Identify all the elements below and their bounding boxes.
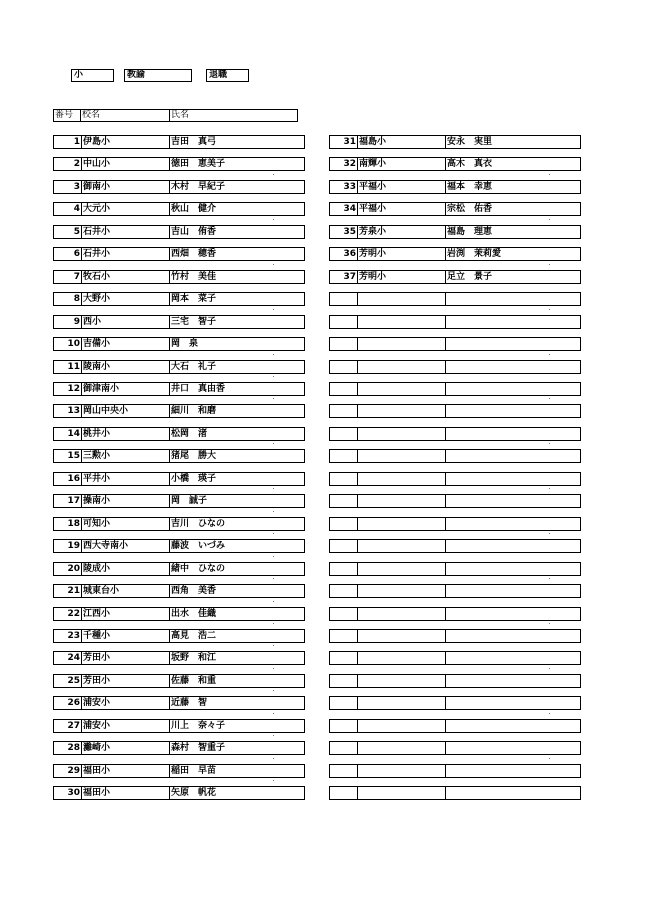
tick-mark (273, 713, 274, 714)
row-name (445, 607, 581, 621)
row-school (357, 719, 445, 733)
row-school (357, 764, 445, 778)
table-row (53, 741, 305, 755)
row-school: 御津南小 (81, 382, 169, 396)
table-row (329, 360, 581, 374)
row-number: 17 (53, 494, 81, 508)
row-school (357, 494, 445, 508)
row-number: 34 (329, 202, 357, 216)
row-name: 大石 礼子 (169, 360, 305, 374)
table-row (53, 292, 305, 306)
row-name: 福本 幸恵 (445, 180, 581, 194)
row-name (445, 764, 581, 778)
tick-mark (273, 398, 274, 399)
tick-mark (549, 309, 550, 310)
row-number: 10 (53, 337, 81, 351)
table-row (329, 696, 581, 710)
row-name: 高見 浩二 (169, 629, 305, 643)
row-number: 29 (53, 764, 81, 778)
row-school: 城東台小 (81, 584, 169, 598)
row-school: 福島小 (357, 135, 445, 149)
row-number (329, 719, 357, 733)
row-name: 安永 実里 (445, 135, 581, 149)
table-row (53, 696, 305, 710)
table-row (329, 494, 581, 508)
row-name: 岡 誠子 (169, 494, 305, 508)
table-row (53, 539, 305, 553)
row-name (445, 539, 581, 553)
tick-mark (273, 645, 274, 646)
row-school (357, 292, 445, 306)
row-school (357, 315, 445, 329)
tick-mark (549, 578, 550, 579)
row-number: 13 (53, 404, 81, 418)
row-number: 18 (53, 517, 81, 531)
row-number: 2 (53, 157, 81, 171)
row-name: 木村 早紀子 (169, 180, 305, 194)
row-school: 牧石小 (81, 270, 169, 284)
row-name (445, 674, 581, 688)
row-number (329, 696, 357, 710)
row-number (329, 741, 357, 755)
row-number: 5 (53, 225, 81, 239)
table-row (329, 135, 581, 149)
row-name: 小橋 瑛子 (169, 472, 305, 486)
table-row (329, 764, 581, 778)
table-row (53, 629, 305, 643)
table-row (329, 337, 581, 351)
table-row (329, 270, 581, 284)
row-name: 藤波 いづみ (169, 539, 305, 553)
header-number: 番号 (53, 109, 81, 122)
row-name (445, 427, 581, 441)
tick-mark (549, 488, 550, 489)
tick-mark (549, 623, 550, 624)
row-school: 西大寺南小 (81, 539, 169, 553)
table-row (53, 135, 305, 149)
tick-mark (273, 601, 274, 602)
row-number: 31 (329, 135, 357, 149)
row-school: 灘崎小 (81, 741, 169, 755)
row-number: 8 (53, 292, 81, 306)
row-school: 操南小 (81, 494, 169, 508)
tick-mark (273, 780, 274, 781)
row-number: 27 (53, 719, 81, 733)
table-row (329, 292, 581, 306)
row-school: 三勲小 (81, 449, 169, 463)
row-school: 桃井小 (81, 427, 169, 441)
row-school: 平福小 (357, 202, 445, 216)
row-number (329, 292, 357, 306)
row-name (445, 382, 581, 396)
row-name (445, 449, 581, 463)
tick-mark (549, 219, 550, 220)
tick-mark (273, 623, 274, 624)
row-name: 猪尾 勝大 (169, 449, 305, 463)
row-number (329, 786, 357, 800)
row-school: 大野小 (81, 292, 169, 306)
tick-mark (273, 690, 274, 691)
row-name: 出水 佳織 (169, 607, 305, 621)
tick-mark (273, 556, 274, 557)
row-school: 浦安小 (81, 696, 169, 710)
row-school: 中山小 (81, 157, 169, 171)
row-number: 36 (329, 247, 357, 261)
tick-mark (549, 264, 550, 265)
row-school: 福田小 (81, 764, 169, 778)
tick-mark (273, 758, 274, 759)
row-number: 6 (53, 247, 81, 261)
row-name (445, 786, 581, 800)
row-number: 12 (53, 382, 81, 396)
row-number: 21 (53, 584, 81, 598)
tick-mark (273, 533, 274, 534)
row-name: 足立 景子 (445, 270, 581, 284)
row-school (357, 629, 445, 643)
row-school: 陵南小 (81, 360, 169, 374)
table-row (53, 719, 305, 733)
row-name (445, 404, 581, 418)
row-number (329, 651, 357, 665)
row-school (357, 472, 445, 486)
table-row (53, 607, 305, 621)
tick-mark (549, 443, 550, 444)
row-number (329, 607, 357, 621)
row-school (357, 449, 445, 463)
row-number: 16 (53, 472, 81, 486)
row-school: 岡山中央小 (81, 404, 169, 418)
table-row (329, 449, 581, 463)
row-number (329, 404, 357, 418)
tick-mark (273, 488, 274, 489)
row-school: 芳明小 (357, 247, 445, 261)
table-row (53, 651, 305, 665)
row-school: 江西小 (81, 607, 169, 621)
table-row (329, 562, 581, 576)
tick-mark (273, 264, 274, 265)
row-name (445, 719, 581, 733)
tick-mark (273, 443, 274, 444)
row-name: 竹村 美佳 (169, 270, 305, 284)
row-school: 伊島小 (81, 135, 169, 149)
table-row (329, 629, 581, 643)
table-row (329, 539, 581, 553)
row-number (329, 539, 357, 553)
table-row (53, 202, 305, 216)
row-number: 33 (329, 180, 357, 194)
row-name: 西畑 穂香 (169, 247, 305, 261)
tick-mark (273, 511, 274, 512)
row-number (329, 764, 357, 778)
row-school (357, 584, 445, 598)
row-name (445, 629, 581, 643)
tick-mark (549, 174, 550, 175)
row-name: 吉田 真弓 (169, 135, 305, 149)
row-number: 19 (53, 539, 81, 553)
table-row (329, 472, 581, 486)
row-name (445, 494, 581, 508)
row-school: 南輝小 (357, 157, 445, 171)
row-school (357, 360, 445, 374)
table-row (53, 157, 305, 171)
row-school: 西小 (81, 315, 169, 329)
row-number (329, 337, 357, 351)
table-row (329, 651, 581, 665)
row-school (357, 651, 445, 665)
tick-mark (549, 758, 550, 759)
row-number: 35 (329, 225, 357, 239)
row-number (329, 674, 357, 688)
row-number: 14 (53, 427, 81, 441)
table-row (329, 382, 581, 396)
row-school (357, 517, 445, 531)
row-school (357, 741, 445, 755)
row-number: 32 (329, 157, 357, 171)
row-number: 4 (53, 202, 81, 216)
row-name (445, 517, 581, 531)
table-row (329, 741, 581, 755)
tick-mark (549, 354, 550, 355)
row-number: 25 (53, 674, 81, 688)
row-name (445, 360, 581, 374)
table-row (53, 337, 305, 351)
row-name: 吉山 侑香 (169, 225, 305, 239)
tick-mark (273, 376, 274, 377)
row-school: 芳田小 (81, 674, 169, 688)
row-school (357, 337, 445, 351)
table-row (53, 360, 305, 374)
table-row (53, 562, 305, 576)
row-name (445, 584, 581, 598)
row-school (357, 382, 445, 396)
row-school: 吉備小 (81, 337, 169, 351)
row-school: 御南小 (81, 180, 169, 194)
table-row (53, 674, 305, 688)
row-name: 福島 理恵 (445, 225, 581, 239)
row-number: 7 (53, 270, 81, 284)
position-box: 教諭 (124, 69, 192, 82)
table-row (53, 517, 305, 531)
row-school: 福田小 (81, 786, 169, 800)
row-name: 松岡 渚 (169, 427, 305, 441)
category-box: 小 (71, 69, 114, 82)
row-name: 緒中 ひなの (169, 562, 305, 576)
table-row (329, 584, 581, 598)
table-row (329, 202, 581, 216)
table-row (329, 427, 581, 441)
table-row (329, 404, 581, 418)
row-number: 30 (53, 786, 81, 800)
table-row (53, 404, 305, 418)
row-school (357, 427, 445, 441)
table-row (53, 449, 305, 463)
row-number: 23 (53, 629, 81, 643)
tick-mark (549, 533, 550, 534)
row-number (329, 562, 357, 576)
row-name: 岡 泉 (169, 337, 305, 351)
table-row (53, 180, 305, 194)
row-name: 坂野 和江 (169, 651, 305, 665)
header-name: 氏名 (169, 109, 298, 122)
row-school (357, 404, 445, 418)
table-row (53, 427, 305, 441)
table-row (53, 494, 305, 508)
row-number (329, 494, 357, 508)
row-name (445, 315, 581, 329)
tick-mark (273, 354, 274, 355)
table-row (329, 225, 581, 239)
header-school: 校名 (80, 109, 170, 122)
row-number: 24 (53, 651, 81, 665)
row-name: 森村 智重子 (169, 741, 305, 755)
table-row (329, 517, 581, 531)
row-school: 石井小 (81, 225, 169, 239)
row-name: 吉川 ひなの (169, 517, 305, 531)
row-name: 川上 奈々子 (169, 719, 305, 733)
table-row (329, 674, 581, 688)
row-school (357, 786, 445, 800)
tick-mark (273, 309, 274, 310)
row-number: 3 (53, 180, 81, 194)
table-row (329, 247, 581, 261)
table-row (53, 472, 305, 486)
tick-mark (549, 713, 550, 714)
tick-mark (273, 578, 274, 579)
tick-mark (273, 174, 274, 175)
row-number (329, 517, 357, 531)
status-box: 退職 (206, 69, 249, 82)
row-school: 大元小 (81, 202, 169, 216)
table-row (329, 157, 581, 171)
table-row (53, 786, 305, 800)
row-school (357, 539, 445, 553)
row-number: 37 (329, 270, 357, 284)
row-school: 芳明小 (357, 270, 445, 284)
table-row (53, 584, 305, 598)
table-row (53, 247, 305, 261)
row-name (445, 651, 581, 665)
row-name: 徳田 恵美子 (169, 157, 305, 171)
row-school (357, 562, 445, 576)
row-number: 9 (53, 315, 81, 329)
table-row (329, 180, 581, 194)
row-number (329, 629, 357, 643)
row-school: 平井小 (81, 472, 169, 486)
row-school: 陵成小 (81, 562, 169, 576)
row-name (445, 337, 581, 351)
table-row (329, 719, 581, 733)
row-name: 西角 美香 (169, 584, 305, 598)
row-name (445, 696, 581, 710)
row-name (445, 472, 581, 486)
row-name: 三宅 智子 (169, 315, 305, 329)
row-name: 矢原 帆花 (169, 786, 305, 800)
row-number: 28 (53, 741, 81, 755)
table-row (53, 270, 305, 284)
row-school (357, 607, 445, 621)
row-number: 22 (53, 607, 81, 621)
table-row (53, 382, 305, 396)
row-name: 近藤 智 (169, 696, 305, 710)
row-name (445, 741, 581, 755)
row-school (357, 674, 445, 688)
table-row (329, 315, 581, 329)
row-school: 千種小 (81, 629, 169, 643)
row-name: 細川 和磨 (169, 404, 305, 418)
row-name (445, 562, 581, 576)
table-row (53, 315, 305, 329)
row-school: 平福小 (357, 180, 445, 194)
row-number (329, 360, 357, 374)
row-name: 岡本 菜子 (169, 292, 305, 306)
row-number: 11 (53, 360, 81, 374)
row-number: 20 (53, 562, 81, 576)
tick-mark (549, 398, 550, 399)
row-school: 芳田小 (81, 651, 169, 665)
row-name: 宗松 佑香 (445, 202, 581, 216)
table-row (53, 764, 305, 778)
row-name: 岩渕 茉莉愛 (445, 247, 581, 261)
row-number (329, 382, 357, 396)
row-number: 15 (53, 449, 81, 463)
row-number (329, 449, 357, 463)
tick-mark (273, 735, 274, 736)
row-number: 26 (53, 696, 81, 710)
row-school: 石井小 (81, 247, 169, 261)
table-row (329, 607, 581, 621)
row-number (329, 315, 357, 329)
row-school (357, 696, 445, 710)
row-name: 秋山 健介 (169, 202, 305, 216)
row-name: 高木 真衣 (445, 157, 581, 171)
row-name (445, 292, 581, 306)
row-school: 可知小 (81, 517, 169, 531)
row-number: 1 (53, 135, 81, 149)
row-number (329, 584, 357, 598)
row-number (329, 472, 357, 486)
row-name: 佐藤 和重 (169, 674, 305, 688)
row-name: 井口 真由香 (169, 382, 305, 396)
tick-mark (273, 219, 274, 220)
table-row (53, 225, 305, 239)
row-school: 浦安小 (81, 719, 169, 733)
row-number (329, 427, 357, 441)
row-school: 芳泉小 (357, 225, 445, 239)
tick-mark (549, 668, 550, 669)
row-name: 稲田 早苗 (169, 764, 305, 778)
tick-mark (273, 668, 274, 669)
table-row (329, 786, 581, 800)
